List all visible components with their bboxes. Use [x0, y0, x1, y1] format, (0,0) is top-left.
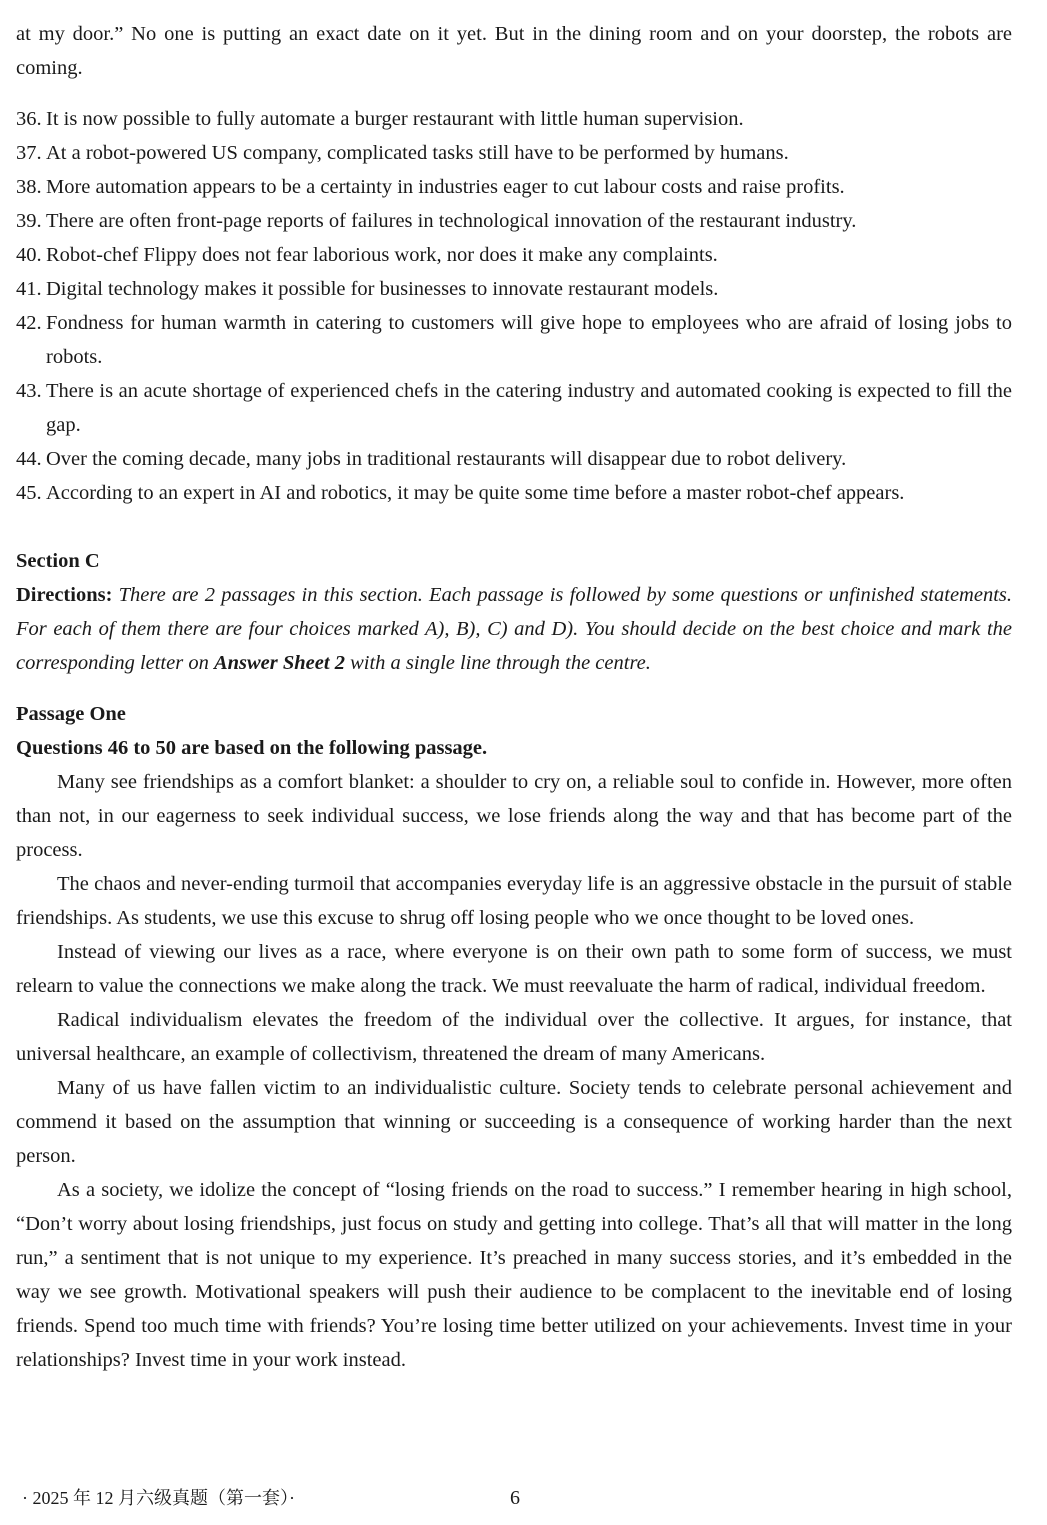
page-footer: [22, 1483, 1022, 1513]
statement-39: [16, 204, 1012, 238]
statement-text: At a robot-powered US company, complicated tasks still have to be performed by humans.: [46, 142, 789, 164]
statement-text: More automation appears to be a certainty in industries eager to cut labour costs and raise profits.: [46, 176, 845, 198]
statement-number: 45.: [16, 482, 42, 504]
section-c-directions: [16, 578, 1012, 680]
statement-text: Digital technology makes it possible for businesses to innovate restaurant models.: [46, 278, 719, 300]
answer-sheet-label: Answer Sheet 2: [213, 652, 345, 674]
directions-label: Directions:: [16, 584, 113, 606]
statement-number: 40.: [16, 244, 42, 266]
statement-text: It is now possible to fully automate a burger restaurant with little human supervision.: [46, 108, 744, 130]
passage-paragraph: Many see friendships as a comfort blanket: a shoulder to cry on, a reliable soul to confide in. However, more often than not, in our eagerness to seek individual success, we lose friends along the way and that has become part of the process.: [16, 771, 1012, 861]
statement-45: [16, 476, 1012, 510]
statement-number: 36.: [16, 108, 42, 130]
statement-number: 37.: [16, 142, 42, 164]
passage-paragraph: As a society, we idolize the concept of “losing friends on the road to success.” I remember hearing in high school, “Don’t worry about losing friendships, just focus on study and getting into college. That’s all that will matter in the long run,” a sentiment that is not unique to my experience. It’s preached in many success stories, and it’s embedded in the way we see growth. Motivational speakers will push their audience to be complacent to the inevitable end of losing friends. Spend too much time with friends? You’re losing time better utilized on your achievements. Invest time in your relationships? Invest time in your work instead.: [16, 1179, 1012, 1371]
statement-43: [16, 374, 1012, 442]
statement-37: [16, 136, 1012, 170]
statement-text: Over the coming decade, many jobs in traditional restaurants will disappear due to robot delivery.: [46, 448, 847, 470]
passage-paragraph: The chaos and never-ending turmoil that accompanies everyday life is an aggressive obstacle in the pursuit of stable friendships. As students, we use this excuse to shrug off losing people who we once thought to be loved ones.: [16, 873, 1012, 929]
statement-36: [16, 102, 1012, 136]
statement-38: [16, 170, 1012, 204]
statement-text: Fondness for human warmth in catering to customers will give hope to employees who are afraid of losing jobs to robots.: [46, 312, 1012, 368]
statement-41: [16, 272, 1012, 306]
exam-label: · 2025 年 12 月六级真题（第一套）·: [22, 1488, 295, 1508]
statement-number: 38.: [16, 176, 42, 198]
section-c-title: Section C: [16, 550, 100, 572]
directions-text: There are 2 passages in this section. Each passage is followed by some questions or unfinished statements. For each of them there are four choices marked A), B), C) and D). You should decide on the best choice and mark the corresponding letter on: [16, 584, 1012, 674]
page-number: 6: [510, 1487, 520, 1509]
statement-text: There is an acute shortage of experienced chefs in the catering industry and automated cooking is expected to fill the gap.: [46, 380, 1012, 436]
statement-number: 43.: [16, 380, 42, 402]
passage-paragraph: Many of us have fallen victim to an individualistic culture. Society tends to celebrate personal achievement and commend it based on the assumption that winning or succeeding is a consequence of working harder than the next person.: [16, 1077, 1012, 1167]
statement-number: 41.: [16, 278, 42, 300]
statement-42: [16, 306, 1012, 374]
passage-paragraph: Radical individualism elevates the freedom of the individual over the collective. It argues, for instance, that universal healthcare, an example of collectivism, threatened the dream of many Americans.: [16, 1009, 1012, 1065]
statement-number: 39.: [16, 210, 42, 232]
exam-page: [16, 17, 1012, 1377]
passage-continuation: at my door.” No one is putting an exact date on it yet. But in the dining room and on your doorstep, the robots are coming.: [16, 23, 1012, 79]
directions-text-end: with a single line through the centre.: [344, 652, 651, 674]
passage-body: [16, 765, 1012, 1377]
statement-text: According to an expert in AI and robotics, it may be quite some time before a master robot-chef appears.: [46, 482, 905, 504]
statement-text: There are often front-page reports of failures in technological innovation of the restaurant industry.: [46, 210, 857, 232]
questions-intro: Questions 46 to 50 are based on the following passage.: [16, 737, 488, 759]
passage-title: Passage One: [16, 703, 126, 725]
statement-number: 42.: [16, 312, 42, 334]
passage-paragraph: Instead of viewing our lives as a race, where everyone is on their own path to some form of success, we must relearn to value the connections we make along the track. We must reevaluate the harm of radical, individual freedom.: [16, 941, 1012, 997]
statement-40: [16, 238, 1012, 272]
statement-number: 44.: [16, 448, 42, 470]
statement-44: [16, 442, 1012, 476]
statement-text: Robot-chef Flippy does not fear laborious work, nor does it make any complaints.: [46, 244, 718, 266]
statement-list: [16, 102, 1012, 510]
